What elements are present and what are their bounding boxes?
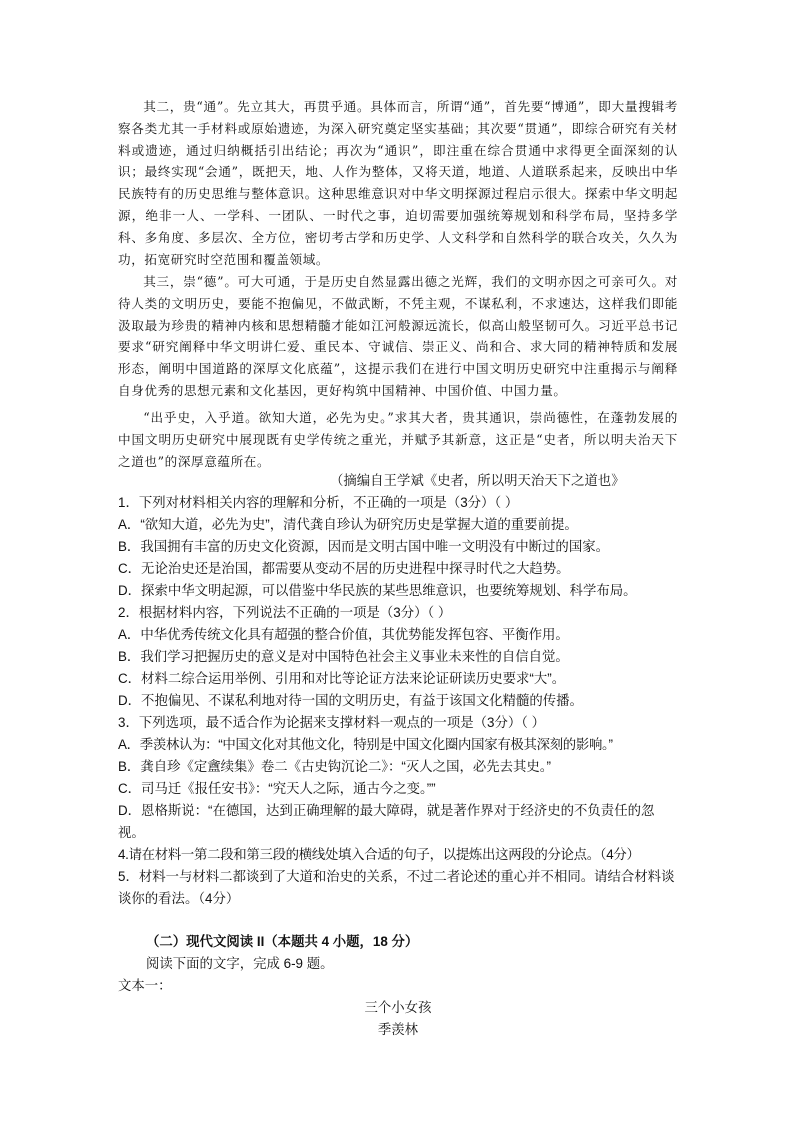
- paragraph-chongde: 其三，崇“德”。可大可通，于是历史自然显露出德之光辉，我们的文明亦因之可亲可久。对待人类的文明历史，要能不抱偏见，不做武断，不凭主观，不谋私利，不求速达，这样我们即能汲取最为珍贵的精神内核和思想精髓才能如江河般源远流长，似高山般坚韧可久。习近平总书记要求“研究阐释中华文明讲仁爱、重民本、守诚信、崇正义、尚和合、求大同的精神特质和发展形态，阐明中国道路的深厚文化底蕴”，这提示我们在进行中国文明历史研究中注重揭示与阐释自身优秀的思想元素和文化基因，更好构筑中国精神、中国价值、中国力量。: [118, 274, 678, 398]
- story-author: 季羡林: [377, 1022, 419, 1037]
- question-3-option-b: B．龚自珍《定盦续集》卷二《古史钩沉论二》：“灭人之国，必先去其史。”: [118, 759, 551, 774]
- question-2-option-a: A．中华优秀传统文化具有超强的整合价值，其优势能发挥包容、平衡作用。: [118, 627, 569, 642]
- question-1-option-b: B．我国拥有丰富的历史文化资源，因而是文明古国中唯一文明没有中断过的国家。: [118, 539, 609, 554]
- section-instruction: 阅读下面的文字，完成 6-9 题。: [146, 956, 334, 971]
- section-heading: （二）现代文阅读 II（本题共 4 小题，18 分）: [146, 934, 419, 949]
- question-2-option-b: B．我们学习把握历史的意义是对中国特色社会主义事业未来性的自信自觉。: [118, 649, 569, 664]
- question-1-stem: 1．下列对材料相关内容的理解和分析，不正确的一项是（3分）（ ）: [118, 495, 519, 510]
- question-3-stem: 3．下列选项，最不适合作为论据来支撑材料一观点的一项是（3分）（ ）: [118, 715, 546, 730]
- question-3-option-a: A．季羡林认为：“中国文化对其他文化，特别是中国文化圈内国家有极其深刻的影响。”: [118, 737, 613, 752]
- question-3-option-d: D．恩格斯说：“在德国，达到正确理解的最大障碍，就是著作界对于经济史的不负责任的忽视。: [118, 803, 655, 840]
- question-2-stem: 2．根据材料内容，下列说法不正确的一项是（3分）（ ）: [118, 605, 452, 620]
- question-1-option-a: A．“欲知大道，必先为史”，清代龚自珍认为研究历史是掌握大道的重要前提。: [118, 517, 578, 532]
- paragraph-guitong: 其二，贵“通”。先立其大，再贯乎通。具体而言，所谓“通”，首先要“博通”，即大量搜辑考察各类尤其一手材料或原始遗迹，为深入研究奠定坚实基础；其次要“贯通”，即综合研究有关材料或遗迹，通过归纳概括引出结论；再次为“通识”，即注重在综合贯通中求得更全面深刻的认识；最终实现“会通”，既把天，地、人作为整体，又将天道，地道、人道联系起来，反映出中华民族特有的历史思维与整体意识。这种思维意识对中华文明探源过程启示很大。探索中华文明起源，绝非一人、一学科、一团队、一时代之事，迫切需要加强统筹规划和科学布局，坚持多学科、多角度、多层次、全方位，密切考古学和历史学、人文科学和自然科学的联合攻关，久久为功，拓宽研究时空范围和覆盖领域。: [118, 99, 678, 267]
- question-1-option-c: C．无论治史还是治国，都需要从变动不居的历史进程中探寻时代之大趋势。: [118, 561, 570, 576]
- question-2-option-c: C．材料二综合运用举例、引用和对比等论证方法来论证研读历史要求“大”。: [118, 671, 566, 686]
- question-3-option-c: C．司马迁《报任安书》：“究天人之际，通古今之变。””: [118, 781, 436, 796]
- paragraph-conclusion: “出乎史，入乎道。欲知大道，必先为史。”求其大者，贵其通识，崇尚德性，在蓬勃发展的中国文明历史研究中展现既有史学传统之重光，并赋予其新意，这正是“史者，所以明夫治天下之道也”的深厚意蕴所在。: [118, 410, 678, 469]
- story-title: 三个小女孩: [364, 1000, 432, 1015]
- source-citation: （摘编自王学斌《史者，所以明天治天下之道也》: [330, 473, 625, 488]
- question-5: 5．材料一与材料二都谈到了大道和治史的关系，不过二者论述的重心并不相同。请结合材料谈谈你的看法。（4分）: [118, 869, 675, 906]
- question-1-option-d: D．探索中华文明起源，可以借鉴中华民族的某些思维意识，也要统筹规划、科学布局。: [118, 583, 637, 598]
- text-label: 文本一：: [118, 978, 172, 993]
- question-4: 4.请在材料一第二段和第三段的横线处填入合适的句子，以提炼出这两段的分论点。（4分）: [118, 847, 640, 862]
- question-2-option-d: D．不抱偏见、不谋私利地对待一国的文明历史，有益于该国文化精髓的传播。: [118, 693, 583, 708]
